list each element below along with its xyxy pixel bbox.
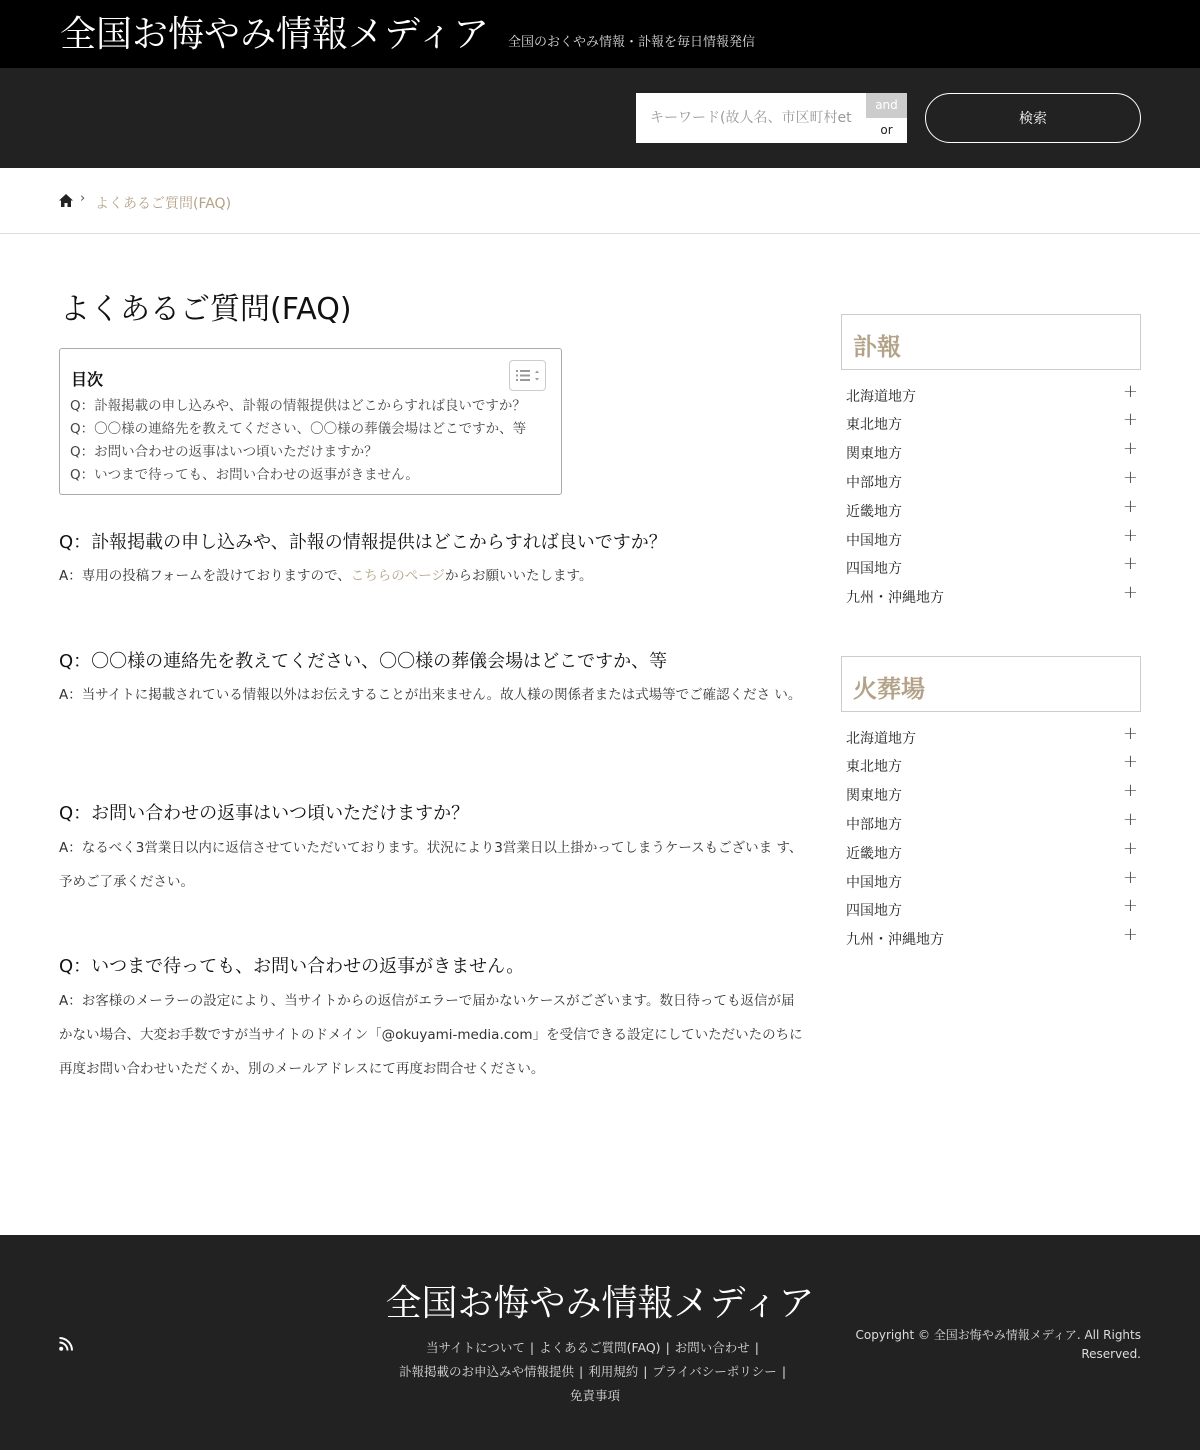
sidebar-item-label: 関東地方 — [846, 446, 902, 462]
sidebar-item-region[interactable] — [846, 751, 1140, 779]
sidebar-heading-crematoriums — [841, 656, 1141, 712]
toc-title: 目次 — [71, 370, 104, 389]
sidebar-item-label: 四国地方 — [846, 561, 902, 577]
sidebar-item-region[interactable] — [846, 924, 1140, 952]
sidebar-item-label: 中部地方 — [846, 817, 902, 833]
plus-icon[interactable]: + — [1122, 780, 1138, 801]
sidebar-item-region[interactable] — [846, 496, 1140, 524]
search-button[interactable]: 検索 — [925, 93, 1141, 143]
top-header — [0, 0, 1200, 68]
plus-icon[interactable]: + — [1122, 838, 1138, 859]
faq-question: Q：〇〇様の連絡先を教えてください、〇〇様の葬儀会場はどこですか、等 — [59, 651, 668, 672]
copyright-text: Copyright © 全国お悔やみ情報メディア. All Rights Reserved. — [855, 1328, 1141, 1361]
sidebar-item-label: 中国地方 — [846, 875, 902, 891]
faq-question: Q：訃報掲載の申し込みや、訃報の情報提供はどこからすれば良いですか？ — [59, 532, 667, 553]
rss-icon[interactable] — [59, 1337, 73, 1351]
sidebar-item-region[interactable] — [846, 582, 1140, 610]
site-footer — [0, 1235, 1200, 1450]
plus-icon[interactable]: + — [1122, 381, 1138, 402]
sidebar-item-label: 中国地方 — [846, 533, 902, 549]
footer-link-faq[interactable]: よくあるご質問(FAQ) — [539, 1340, 661, 1355]
plus-icon[interactable]: + — [1122, 582, 1138, 603]
footer-site-title[interactable]: 全国お悔やみ情報メディア — [385, 1283, 815, 1324]
plus-icon[interactable]: + — [1122, 409, 1138, 430]
list-toggle-icon — [510, 361, 545, 390]
sidebar-item-label: 関東地方 — [846, 788, 902, 804]
plus-icon[interactable]: + — [1122, 867, 1138, 888]
breadcrumb-current: よくあるご質問(FAQ) — [95, 196, 232, 212]
footer-separator: | — [754, 1340, 760, 1355]
breadcrumb — [0, 168, 1200, 234]
sidebar-item-label: 中部地方 — [846, 475, 902, 491]
sidebar-item-label: 北海道地方 — [846, 731, 916, 747]
footer-link-contact[interactable]: お問い合わせ — [674, 1340, 750, 1355]
toc-list — [70, 395, 526, 487]
toc-item[interactable]: Q：お問い合わせの返事はいつ頃いただけますか？ — [70, 444, 378, 460]
plus-icon[interactable]: + — [1122, 496, 1138, 517]
home-icon[interactable] — [58, 193, 74, 209]
sidebar-item-region[interactable] — [846, 467, 1140, 495]
toc-item[interactable]: Q：いつまで待っても、お問い合わせの返事がきません。 — [70, 467, 419, 483]
sidebar-item-region[interactable] — [846, 838, 1140, 866]
footer-link-about[interactable]: 当サイトについて — [425, 1340, 525, 1355]
sidebar-item-region[interactable] — [846, 895, 1140, 923]
sidebar-item-region[interactable] — [846, 525, 1140, 553]
plus-icon[interactable]: + — [1122, 809, 1138, 830]
search-mode-and[interactable]: and — [866, 93, 907, 118]
faq-answer-text: からお願いいたします。 — [445, 568, 593, 584]
sidebar-heading-label: 訃報 — [853, 333, 901, 361]
form-page-link[interactable]: こちらのページ — [350, 568, 446, 584]
footer-link-disclaimer[interactable]: 免責事項 — [569, 1388, 620, 1403]
toc-toggle-button[interactable] — [509, 360, 546, 391]
footer-separator: | — [578, 1364, 584, 1379]
faq-answer: A：当サイトに掲載されている情報以外はお伝えすることが出来ません。故人様の関係者または式場等でご確認くださ い。 — [59, 687, 802, 703]
sidebar-item-region[interactable] — [846, 723, 1140, 751]
toc-item[interactable]: Q：〇〇様の連絡先を教えてください、〇〇様の葬儀会場はどこですか、等 — [70, 421, 527, 437]
toc-item[interactable]: Q：訃報掲載の申し込みや、訃報の情報提供はどこからすれば良いですか？ — [70, 398, 526, 414]
table-of-contents — [59, 348, 562, 495]
plus-icon[interactable]: + — [1122, 438, 1138, 459]
sidebar-item-label: 東北地方 — [846, 417, 902, 433]
site-title[interactable]: 全国お悔やみ情報メディア — [60, 14, 490, 55]
search-input[interactable] — [636, 93, 866, 143]
sidebar-item-label: 北海道地方 — [846, 389, 916, 405]
faq-answer: A：なるべく3営業日以内に返信させていただいております。状況により3営業日以上掛かってしまうケースもございま す、予めご了承ください。 — [59, 840, 803, 890]
sidebar-item-region[interactable] — [846, 809, 1140, 837]
plus-icon[interactable]: + — [1122, 751, 1138, 772]
plus-icon[interactable]: + — [1122, 895, 1138, 916]
footer-separator: | — [781, 1364, 787, 1379]
sidebar-heading-label: 火葬場 — [853, 675, 925, 703]
faq-answer — [59, 559, 804, 593]
sidebar-item-region[interactable] — [846, 553, 1140, 581]
sidebar-item-label: 九州・沖縄地方 — [846, 590, 944, 606]
footer-nav — [380, 1336, 810, 1408]
plus-icon[interactable]: + — [1122, 723, 1138, 744]
sidebar-item-region[interactable] — [846, 780, 1140, 808]
sidebar-item-label: 四国地方 — [846, 903, 902, 919]
faq-answer-text: A：専用の投稿フォームを設けておりますので、 — [59, 568, 351, 584]
sidebar-item-region[interactable] — [846, 867, 1140, 895]
footer-separator: | — [643, 1364, 648, 1379]
plus-icon[interactable]: + — [1122, 924, 1138, 945]
faq-answer: A：お客様のメーラーの設定により、当サイトからの返信がエラーで届かないケースがございます。数日待っても返信が届かない場合、大変お手数ですが当サイトのドメイン「@okuyami-media.com」を受信できる設定にしていただいたのちに再度お問い合わせいただくか、別のメールアドレスにて再度お問合せください。 — [59, 993, 803, 1077]
faq-question: Q：お問い合わせの返事はいつ頃いただけますか？ — [59, 803, 470, 824]
sidebar-item-label: 近畿地方 — [846, 846, 902, 862]
faq-question: Q：いつまで待っても、お問い合わせの返事がきません。 — [59, 956, 525, 977]
plus-icon[interactable]: + — [1122, 467, 1138, 488]
site-tagline: 全国のおくやみ情報・訃報を毎日情報発信 — [508, 35, 756, 50]
sidebar-heading-obituaries — [841, 314, 1141, 370]
sidebar-item-region[interactable] — [846, 409, 1140, 437]
breadcrumb-separator: › — [80, 191, 86, 206]
sidebar-item-region[interactable] — [846, 381, 1140, 409]
search-mode-or[interactable]: or — [866, 118, 907, 143]
search-bar — [0, 68, 1200, 168]
footer-separator: | — [665, 1340, 670, 1355]
footer-link-privacy[interactable]: プライバシーポリシー — [652, 1364, 777, 1379]
footer-link-terms[interactable]: 利用規約 — [588, 1364, 639, 1379]
footer-separator: | — [529, 1340, 535, 1355]
plus-icon[interactable]: + — [1122, 553, 1138, 574]
footer-link-submit[interactable]: 訃報掲載のお申込みや情報提供 — [398, 1364, 574, 1379]
sidebar-item-label: 東北地方 — [846, 759, 902, 775]
page-title: よくあるご質問(FAQ) — [60, 292, 352, 327]
sidebar-item-label: 九州・沖縄地方 — [846, 932, 944, 948]
sidebar-item-region[interactable] — [846, 438, 1140, 466]
sidebar-item-label: 近畿地方 — [846, 504, 902, 520]
plus-icon[interactable]: + — [1122, 525, 1138, 546]
